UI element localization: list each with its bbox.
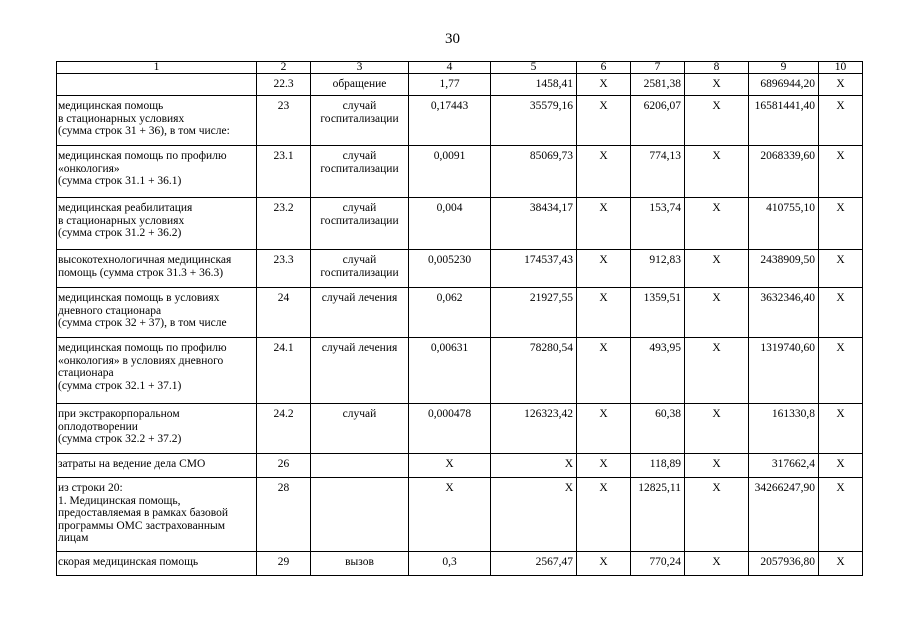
row-name-cell: из строки 20: 1. Медицинская помощь, предоставляемая в рамках базовой программы ОМС застрахованным лицам bbox=[57, 478, 257, 552]
row-col9-cell: 3632346,40 bbox=[749, 288, 819, 338]
row-col7-cell: 153,74 bbox=[631, 198, 685, 250]
table-row bbox=[57, 552, 863, 576]
row-norm-cell: 0,3 bbox=[409, 552, 491, 576]
table-row bbox=[57, 146, 863, 198]
row-name-cell bbox=[57, 74, 257, 96]
row-col8-cell: X bbox=[685, 198, 749, 250]
row-col7-cell: 774,13 bbox=[631, 146, 685, 198]
data-table bbox=[56, 61, 863, 576]
row-unit-cell: случай лечения bbox=[311, 288, 409, 338]
header-cell: 5 bbox=[491, 62, 577, 74]
table-row bbox=[57, 96, 863, 146]
row-line-number-cell: 24 bbox=[257, 288, 311, 338]
row-name-cell: медицинская помощь в стационарных условиях (сумма строк 31 + 36), в том числе: bbox=[57, 96, 257, 146]
header-row bbox=[57, 62, 863, 74]
row-cost-cell: 78280,54 bbox=[491, 338, 577, 404]
row-cost-cell: 35579,16 bbox=[491, 96, 577, 146]
row-col7-cell: 493,95 bbox=[631, 338, 685, 404]
row-col6-cell: X bbox=[577, 454, 631, 478]
row-name-cell: при экстракорпоральном оплодотворении (сумма строк 32.2 + 37.2) bbox=[57, 404, 257, 454]
row-col10-cell: X bbox=[819, 96, 863, 146]
row-col10-cell: X bbox=[819, 478, 863, 552]
row-line-number-cell: 23.1 bbox=[257, 146, 311, 198]
row-col8-cell: X bbox=[685, 146, 749, 198]
row-col9-cell: 1319740,60 bbox=[749, 338, 819, 404]
row-unit-cell bbox=[311, 454, 409, 478]
row-col7-cell: 118,89 bbox=[631, 454, 685, 478]
row-cost-cell: 38434,17 bbox=[491, 198, 577, 250]
row-col6-cell: X bbox=[577, 146, 631, 198]
header-cell: 2 bbox=[257, 62, 311, 74]
row-col9-cell: 317662,4 bbox=[749, 454, 819, 478]
row-line-number-cell: 23 bbox=[257, 96, 311, 146]
row-line-number-cell: 23.2 bbox=[257, 198, 311, 250]
row-col6-cell: X bbox=[577, 552, 631, 576]
row-unit-cell: случай госпитализации bbox=[311, 250, 409, 288]
row-cost-cell: 2567,47 bbox=[491, 552, 577, 576]
header-cell: 4 bbox=[409, 62, 491, 74]
row-col6-cell: X bbox=[577, 288, 631, 338]
row-cost-cell: X bbox=[491, 454, 577, 478]
header-cell: 6 bbox=[577, 62, 631, 74]
row-cost-cell: 126323,42 bbox=[491, 404, 577, 454]
row-col8-cell: X bbox=[685, 288, 749, 338]
table-row bbox=[57, 478, 863, 552]
row-name-cell: медицинская помощь в условиях дневного стационара (сумма строк 32 + 37), в том числе bbox=[57, 288, 257, 338]
row-cost-cell: 1458,41 bbox=[491, 74, 577, 96]
header-cell: 10 bbox=[819, 62, 863, 74]
row-col10-cell: X bbox=[819, 146, 863, 198]
row-col7-cell: 60,38 bbox=[631, 404, 685, 454]
table-row bbox=[57, 454, 863, 478]
row-name-cell: медицинская помощь по профилю «онкология» в условиях дневного стационара (сумма строк 32.1 + 37.1) bbox=[57, 338, 257, 404]
row-col9-cell: 2068339,60 bbox=[749, 146, 819, 198]
row-cost-cell: 85069,73 bbox=[491, 146, 577, 198]
row-unit-cell: случай лечения bbox=[311, 338, 409, 404]
row-norm-cell: 0,0091 bbox=[409, 146, 491, 198]
row-unit-cell: случай госпитализации bbox=[311, 146, 409, 198]
row-norm-cell: 0,000478 bbox=[409, 404, 491, 454]
row-col10-cell: X bbox=[819, 552, 863, 576]
row-col6-cell: X bbox=[577, 404, 631, 454]
row-unit-cell: случай госпитализации bbox=[311, 198, 409, 250]
row-col10-cell: X bbox=[819, 250, 863, 288]
row-line-number-cell: 23.3 bbox=[257, 250, 311, 288]
header-cell: 3 bbox=[311, 62, 409, 74]
row-unit-cell: случай bbox=[311, 404, 409, 454]
row-col8-cell: X bbox=[685, 96, 749, 146]
row-col8-cell: X bbox=[685, 478, 749, 552]
row-col6-cell: X bbox=[577, 338, 631, 404]
table-row bbox=[57, 250, 863, 288]
row-norm-cell: 0,004 bbox=[409, 198, 491, 250]
row-cost-cell: 21927,55 bbox=[491, 288, 577, 338]
row-cost-cell: X bbox=[491, 478, 577, 552]
row-col10-cell: X bbox=[819, 198, 863, 250]
row-col7-cell: 6206,07 bbox=[631, 96, 685, 146]
row-col7-cell: 1359,51 bbox=[631, 288, 685, 338]
row-norm-cell: X bbox=[409, 478, 491, 552]
row-col8-cell: X bbox=[685, 338, 749, 404]
page-number: 30 bbox=[445, 31, 460, 47]
header-cell: 8 bbox=[685, 62, 749, 74]
row-col8-cell: X bbox=[685, 404, 749, 454]
row-norm-cell: X bbox=[409, 454, 491, 478]
row-line-number-cell: 24.2 bbox=[257, 404, 311, 454]
row-line-number-cell: 22.3 bbox=[257, 74, 311, 96]
header-cell: 7 bbox=[631, 62, 685, 74]
row-name-cell: медицинская помощь по профилю «онкология» (сумма строк 31.1 + 36.1) bbox=[57, 146, 257, 198]
row-col6-cell: X bbox=[577, 198, 631, 250]
row-col9-cell: 2057936,80 bbox=[749, 552, 819, 576]
row-line-number-cell: 26 bbox=[257, 454, 311, 478]
row-cost-cell: 174537,43 bbox=[491, 250, 577, 288]
row-col9-cell: 6896944,20 bbox=[749, 74, 819, 96]
row-col8-cell: X bbox=[685, 454, 749, 478]
row-col8-cell: X bbox=[685, 552, 749, 576]
row-col10-cell: X bbox=[819, 288, 863, 338]
row-norm-cell: 1,77 bbox=[409, 74, 491, 96]
row-col8-cell: X bbox=[685, 74, 749, 96]
row-col9-cell: 16581441,40 bbox=[749, 96, 819, 146]
row-col8-cell: X bbox=[685, 250, 749, 288]
table-row bbox=[57, 288, 863, 338]
row-name-cell: медицинская реабилитация в стационарных условиях (сумма строк 31.2 + 36.2) bbox=[57, 198, 257, 250]
header-cell: 1 bbox=[57, 62, 257, 74]
table-row bbox=[57, 74, 863, 96]
row-norm-cell: 0,005230 bbox=[409, 250, 491, 288]
table-row bbox=[57, 198, 863, 250]
row-col7-cell: 912,83 bbox=[631, 250, 685, 288]
row-line-number-cell: 29 bbox=[257, 552, 311, 576]
row-col6-cell: X bbox=[577, 478, 631, 552]
row-line-number-cell: 28 bbox=[257, 478, 311, 552]
row-col9-cell: 2438909,50 bbox=[749, 250, 819, 288]
table-row bbox=[57, 338, 863, 404]
row-unit-cell: вызов bbox=[311, 552, 409, 576]
row-line-number-cell: 24.1 bbox=[257, 338, 311, 404]
row-col7-cell: 770,24 bbox=[631, 552, 685, 576]
row-name-cell: затраты на ведение дела СМО bbox=[57, 454, 257, 478]
row-col9-cell: 161330,8 bbox=[749, 404, 819, 454]
row-col7-cell: 2581,38 bbox=[631, 74, 685, 96]
row-norm-cell: 0,17443 bbox=[409, 96, 491, 146]
table-row bbox=[57, 404, 863, 454]
row-col6-cell: X bbox=[577, 74, 631, 96]
header-cell: 9 bbox=[749, 62, 819, 74]
row-unit-cell: обращение bbox=[311, 74, 409, 96]
row-col6-cell: X bbox=[577, 96, 631, 146]
row-col10-cell: X bbox=[819, 74, 863, 96]
row-norm-cell: 0,062 bbox=[409, 288, 491, 338]
row-col10-cell: X bbox=[819, 404, 863, 454]
row-col10-cell: X bbox=[819, 338, 863, 404]
row-name-cell: высокотехнологичная медицинская помощь (сумма строк 31.3 + 36.3) bbox=[57, 250, 257, 288]
row-col9-cell: 34266247,90 bbox=[749, 478, 819, 552]
row-name-cell: скорая медицинская помощь bbox=[57, 552, 257, 576]
row-norm-cell: 0,00631 bbox=[409, 338, 491, 404]
row-col9-cell: 410755,10 bbox=[749, 198, 819, 250]
row-col6-cell: X bbox=[577, 250, 631, 288]
row-col7-cell: 12825,11 bbox=[631, 478, 685, 552]
row-unit-cell bbox=[311, 478, 409, 552]
row-unit-cell: случай госпитализации bbox=[311, 96, 409, 146]
row-col10-cell: X bbox=[819, 454, 863, 478]
